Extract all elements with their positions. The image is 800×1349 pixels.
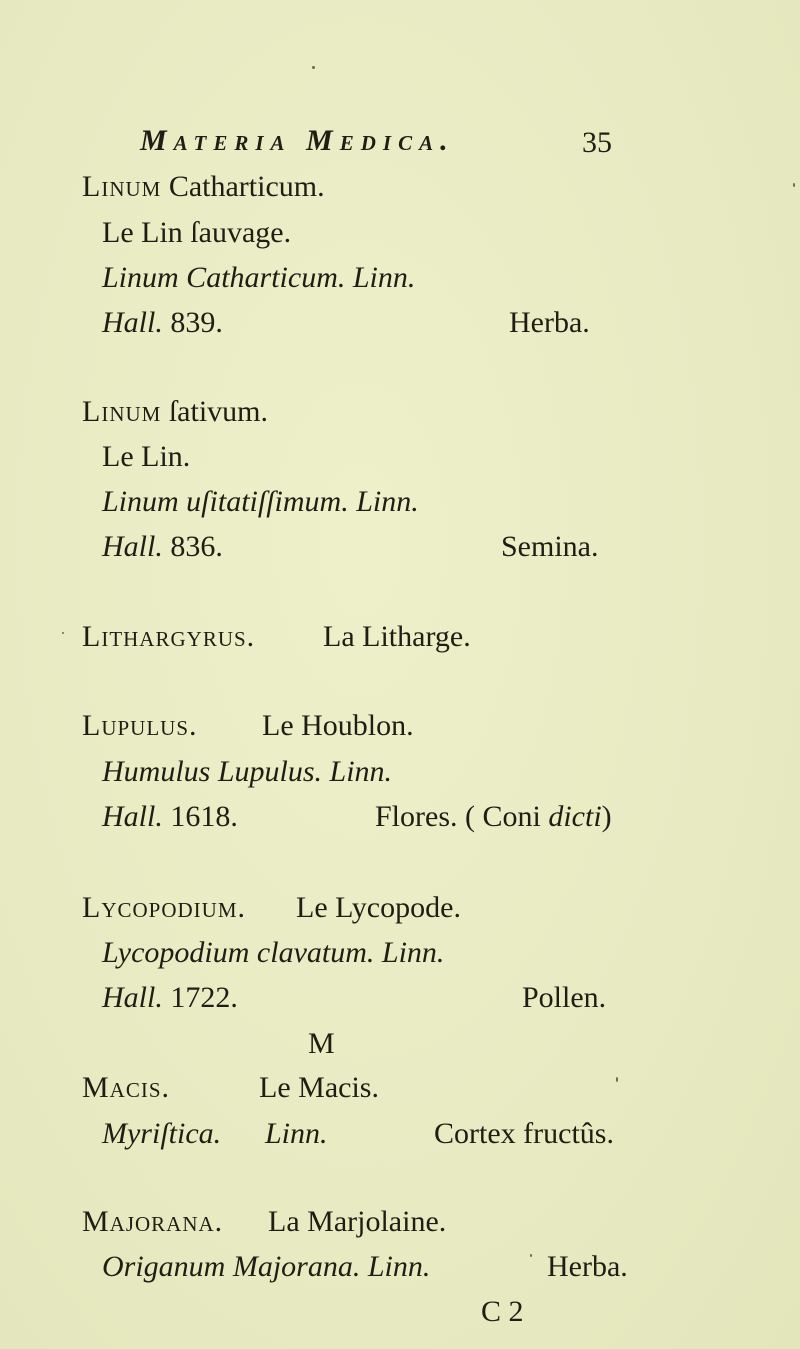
entry-french-name: Le Lycopode.	[296, 891, 461, 924]
entry-linnean-name: Origanum Majorana. Linn.	[102, 1250, 431, 1283]
entry-part-used: Semina.	[501, 530, 599, 563]
paper-speck	[62, 632, 64, 634]
entry-part-used: Flores. ( Coni dicti)	[375, 800, 612, 833]
entry-linnean-abbrev: Linn.	[265, 1117, 328, 1150]
entry-lithargyrus-name: Lithargyrus.	[82, 620, 256, 653]
entry-linum-sativum-name	[82, 395, 268, 429]
paper-speck	[530, 1254, 532, 1257]
entry-part-used: Herba.	[509, 306, 590, 339]
entry-lycopodium-name: Lycopodium.	[82, 891, 247, 924]
entry-headword: Linum	[82, 395, 162, 428]
entry-linnean-name: Linum uſitatiſſimum. Linn.	[102, 485, 419, 518]
entry-part-used: Cortex fructûs.	[434, 1117, 614, 1150]
page-number: 35	[582, 126, 612, 159]
entry-linnean-name: Humulus Lupulus. Linn.	[102, 755, 393, 788]
entry-haller-ref: Hall. 839.	[102, 306, 223, 339]
entry-french-name: Le Houblon.	[262, 709, 414, 742]
entry-majorana-name: Majorana.	[82, 1205, 224, 1238]
paper-speck	[616, 1077, 618, 1082]
entry-part-used: Pollen.	[522, 981, 607, 1014]
entry-headword: Linum	[82, 170, 162, 203]
entry-french-name: La Marjolaine.	[268, 1205, 447, 1238]
entry-french-name: Le Lin ſauvage.	[102, 216, 292, 249]
entry-headword-rest: ſativum.	[168, 395, 268, 428]
entry-french-name: Le Macis.	[259, 1071, 379, 1104]
entry-headword-rest: Catharticum.	[168, 170, 325, 203]
paper-speck	[312, 66, 315, 69]
entry-french-name: La Litharge.	[323, 620, 471, 653]
entry-macis-name: Macis.	[82, 1071, 171, 1104]
entry-linum-catharticum-name	[82, 170, 325, 204]
signature-mark: C 2	[481, 1295, 524, 1328]
entry-linnean-name: Linum Catharticum. Linn.	[102, 261, 416, 294]
entry-lupulus-name: Lupulus.	[82, 709, 198, 742]
section-letter: M	[308, 1027, 335, 1060]
entry-french-name: Le Lin.	[102, 440, 191, 473]
entry-haller-ref: Hall. 1722.	[102, 981, 238, 1014]
paper-speck	[793, 183, 795, 187]
entry-part-used: Herba.	[547, 1250, 628, 1283]
running-head: Materia Medica.	[140, 124, 455, 157]
entry-linnean-name: Myriſtica.	[102, 1117, 222, 1150]
entry-haller-ref: Hall. 1618.	[102, 800, 238, 833]
entry-haller-ref: Hall. 836.	[102, 530, 223, 563]
entry-linnean-name: Lycopodium clavatum. Linn.	[102, 936, 445, 969]
